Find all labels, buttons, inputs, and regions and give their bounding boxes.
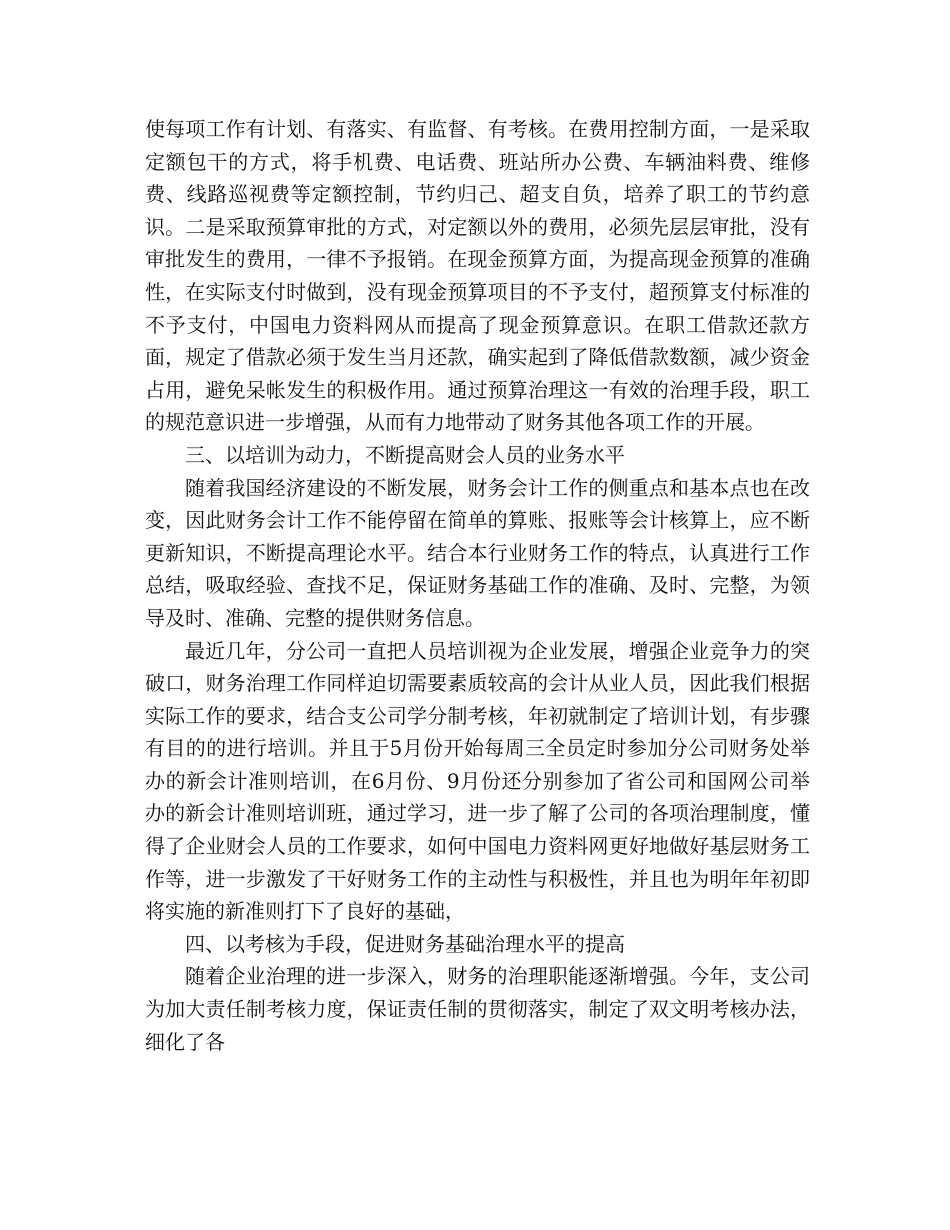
paragraph-accounting-development: 随着我国经济建设的不断发展，财务会计工作的侧重点和基本点也在改变，因此财务会计工作不能停留在简单的算账、报账等会计核算上，应不断更新知识，不断提高理论水平。结合本行业财务工作的特点，认真进行工作总结，吸取经验、查找不足，保证财务基础工作的准确、及时、完整，为领导及时、准确、完整的提供财务信息。 [145,475,810,630]
section-heading-assessment: 四、以考核为手段，促进财务基础治理水平的提高 [185,931,625,956]
section-heading-training: 三、以培训为动力，不断提高财会人员的业务水平 [185,442,625,467]
document-body [145,113,810,1058]
paragraph-budget-control: 使每项工作有计划、有落实、有监督、有考核。在费用控制方面，一是采取定额包干的方式，将手机费、电话费、班站所办公费、车辆油料费、维修费、线路巡视费等定额控制，节约归己、超支自负，培养了职工的节约意识。二是采取预算审批的方式，对定额以外的费用，必须先层层审批，没有审批发生的费用，一律不予报销。在现金预算方面，为提高现金预算的准确性，在实际支付时做到，没有现金预算项目的不予支付，超预算支付标准的不予支付，中国电力资料网从而提高了现金预算意识。在职工借款还款方面，规定了借款必须于发生当月还款，确实起到了降低借款数额，减少资金占用，避免呆帐发生的积极作用。通过预算治理这一有效的治理手段，职工的规范意识进一步增强，从而有力地带动了财务其他各项工作的开展。 [145,117,810,435]
paragraph-staff-training: 最近几年，分公司一直把人员培训视为企业发展，增强企业竞争力的突破口，财务治理工作同样迫切需要素质较高的会计从业人员，因此我们根据实际工作的要求，结合支公司学分制考核，年初就制定了培训计划，有步骤有目的的进行培训。并且于5月份开始每周三全员定时参加分公司财务处举办的新会计准则培训，在6月份、9月份还分别参加了省公司和国网公司举办的新会计准则培训班，通过学习，进一步了解了公司的各项治理制度，懂得了企业财会人员的工作要求，如何中国电力资料网更好地做好基层财务工作等，进一步激发了干好财务工作的主动性与积极性，并且也为明年年初即将实施的新准则打下了良好的基础， [145,638,810,924]
paragraph-assessment-system: 随着企业治理的进一步深入，财务的治理职能逐渐增强。今年，支公司为加大责任制考核力度，保证责任制的贯彻落实，制定了双文明考核办法，细化了各 [145,964,810,1054]
